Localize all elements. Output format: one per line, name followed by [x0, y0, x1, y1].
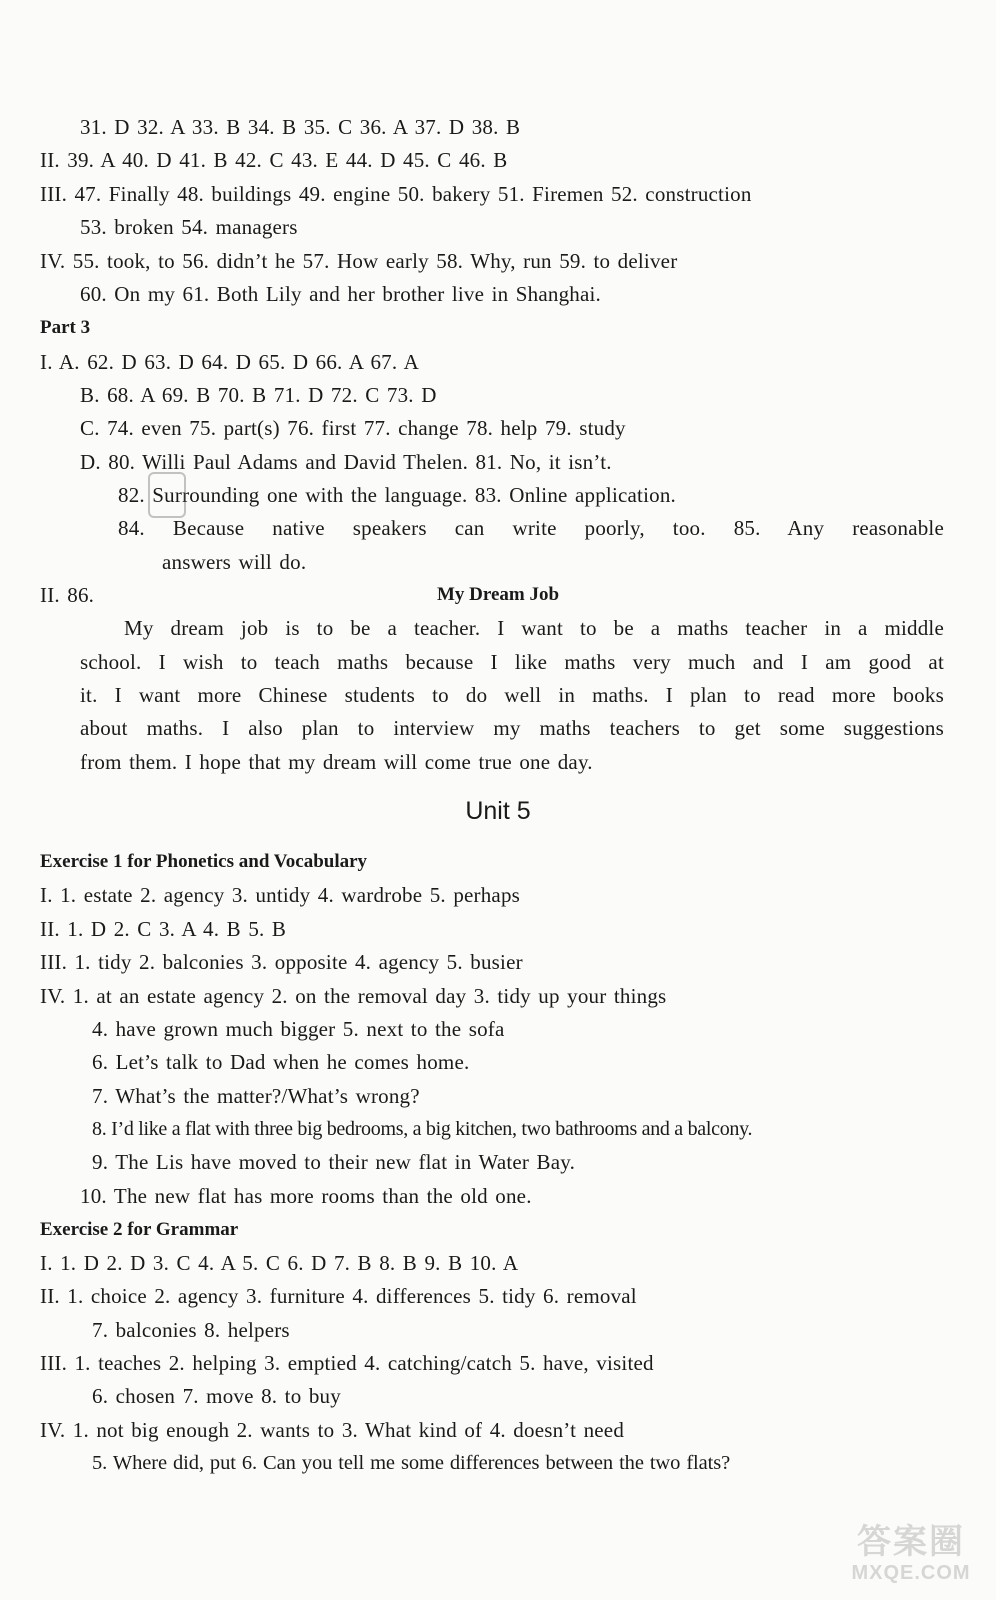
- section-iv-answers-60-61: 60. On my 61. Both Lily and her brother live in Shanghai.: [80, 282, 601, 306]
- faint-stamp-mark: [148, 472, 186, 518]
- essay-title: My Dream Job: [436, 584, 560, 605]
- answers-31-38: 31. D 32. A 33. B 34. B 35. C 36. A 37. D 38. B: [80, 115, 521, 139]
- part3-section-i-d: D. 80. Willi Paul Adams and David Thelen. 81. No, it isn’t.: [80, 450, 612, 474]
- section-ii-answers-39-46: II. 39. A 40. D 41. B 42. C 43. E 44. D 45. C 46. B: [40, 148, 508, 172]
- ex2-iv-answers-5-6: 5. Where did, put 6. Can you tell me some differences between the two flats?: [92, 1452, 731, 1474]
- ex2-iii-answers-6-8: 6. chosen 7. move 8. to buy: [92, 1384, 341, 1408]
- part-3-heading: Part 3: [40, 317, 91, 338]
- ex1-section-ii: II. 1. D 2. C 3. A 4. B 5. B: [40, 917, 287, 941]
- ex2-section-iv: IV. 1. not big enough 2. wants to 3. What kind of 4. doesn’t need: [40, 1418, 625, 1442]
- exercise-1-heading: Exercise 1 for Phonetics and Vocabulary: [40, 851, 368, 872]
- watermark-logo-text: 答案圈: [857, 1523, 965, 1561]
- part3-section-i-a: I. A. 62. D 63. D 64. D 65. D 66. A 67. A: [40, 350, 419, 374]
- ex1-iv-answer-8: 8. I’d like a flat with three big bedrooms, a big kitchen, two bathrooms and a balcony.: [92, 1118, 753, 1140]
- essay-line-4: about maths. I also plan to interview my maths teachers to get some suggestions: [80, 716, 944, 740]
- watermark-domain: MXQE.COM: [851, 1562, 971, 1584]
- ex1-iv-answer-9: 9. The Lis have moved to their new flat in Water Bay.: [92, 1150, 576, 1174]
- ex2-section-i: I. 1. D 2. D 3. C 4. A 5. C 6. D 7. B 8. B 9. B 10. A: [40, 1251, 519, 1275]
- ex1-iv-answer-10: 10. The new flat has more rooms than the old one.: [80, 1184, 532, 1208]
- ex2-section-iii: III. 1. teaches 2. helping 3. emptied 4. catching/catch 5. have, visited: [40, 1351, 654, 1375]
- ex1-iv-answer-7: 7. What’s the matter?/What’s wrong?: [92, 1084, 420, 1108]
- ex2-ii-answers-7-8: 7. balconies 8. helpers: [92, 1318, 290, 1342]
- exercise-2-heading: Exercise 2 for Grammar: [40, 1219, 239, 1240]
- ex1-section-i: I. 1. estate 2. agency 3. untidy 4. wardrobe 5. perhaps: [40, 883, 521, 907]
- essay-line-3: it. I want more Chinese students to do well in maths. I plan to read more books: [80, 683, 944, 707]
- section-iii-answers-47-52: III. 47. Finally 48. buildings 49. engine 50. bakery 51. Firemen 52. construction: [40, 182, 752, 206]
- section-iii-answers-53-54: 53. broken 54. managers: [80, 215, 298, 239]
- unit-5-title: Unit 5: [465, 797, 531, 825]
- ex1-section-iv: IV. 1. at an estate agency 2. on the removal day 3. tidy up your things: [40, 984, 667, 1008]
- part3-answers-82-83: 82. Surrounding one with the language. 83. Online application.: [118, 483, 676, 507]
- essay-line-2: school. I wish to teach maths because I like maths very much and I am good at: [80, 650, 944, 674]
- essay-line-1: My dream job is to be a teacher. I want to be a maths teacher in a middle: [124, 616, 944, 640]
- ex1-section-iii: III. 1. tidy 2. balconies 3. opposite 4. agency 5. busier: [40, 950, 523, 974]
- part3-answers-84-85: 84. Because native speakers can write poorly, too. 85. Any reasonable: [118, 516, 944, 540]
- ex1-iv-answer-6: 6. Let’s talk to Dad when he comes home.: [92, 1050, 470, 1074]
- site-watermark: [836, 1522, 986, 1592]
- section-ii-86-label: II. 86.: [40, 583, 95, 607]
- ex2-section-ii: II. 1. choice 2. agency 3. furniture 4. differences 5. tidy 6. removal: [40, 1284, 637, 1308]
- section-iv-answers-55-59: IV. 55. took, to 56. didn’t he 57. How early 58. Why, run 59. to deliver: [40, 249, 678, 273]
- part3-section-i-b: B. 68. A 69. B 70. B 71. D 72. C 73. D: [80, 383, 437, 407]
- ex1-iv-answers-4-5: 4. have grown much bigger 5. next to the sofa: [92, 1017, 505, 1041]
- part3-section-i-c: C. 74. even 75. part(s) 76. first 77. change 78. help 79. study: [80, 416, 626, 440]
- essay-line-5: from them. I hope that my dream will come true one day.: [80, 750, 593, 774]
- part3-answer-85-continued: answers will do.: [162, 550, 307, 574]
